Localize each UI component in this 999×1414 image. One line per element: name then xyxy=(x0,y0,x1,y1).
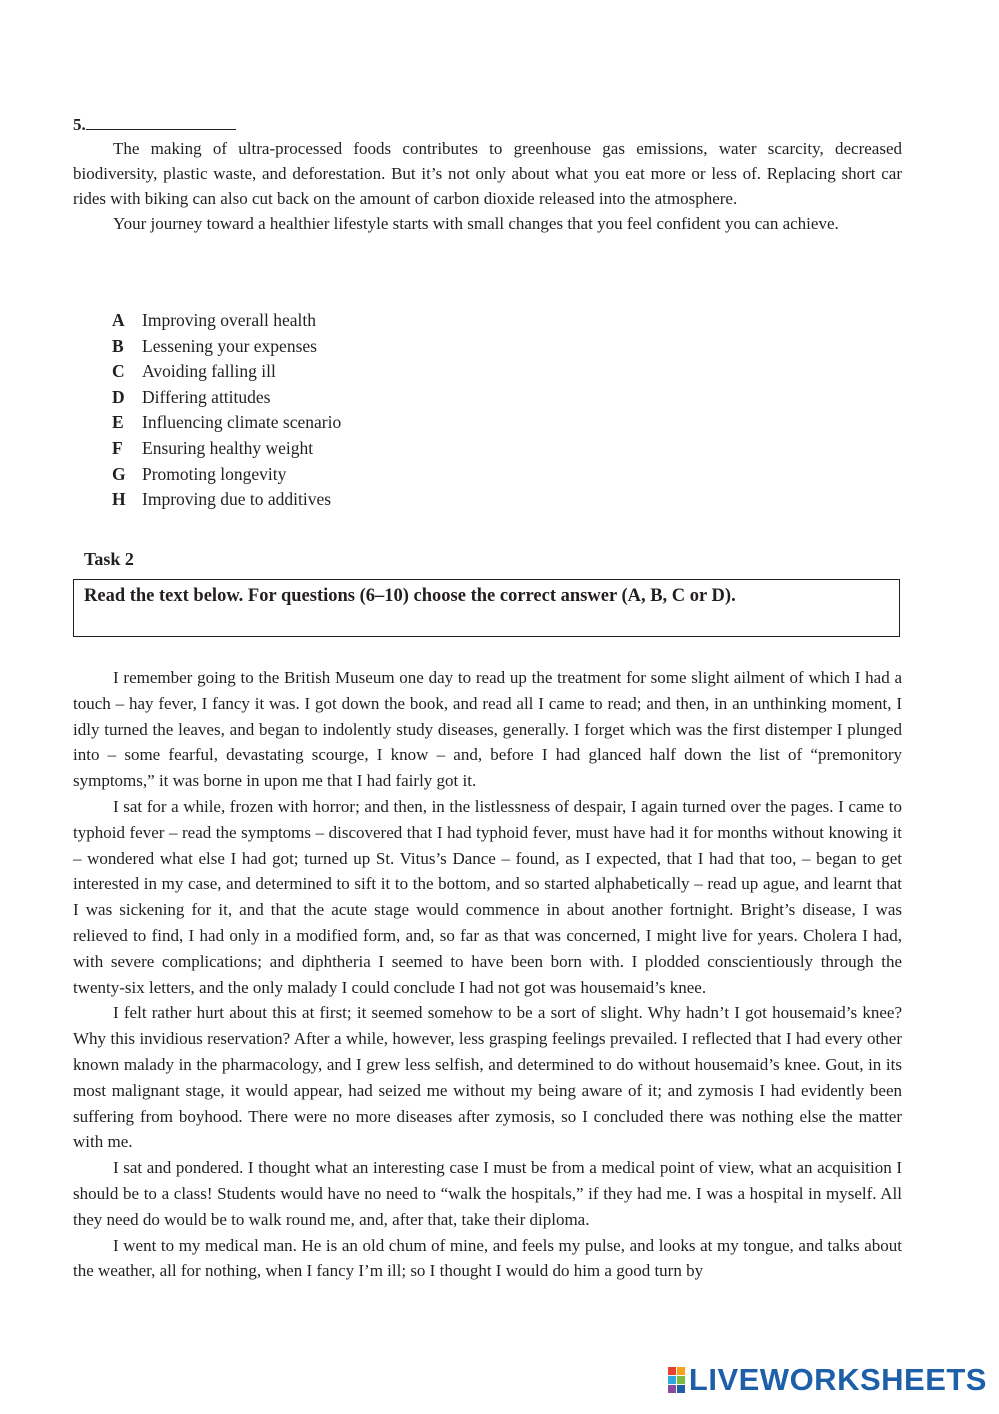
option-text: Ensuring healthy weight xyxy=(142,437,314,458)
logo-square xyxy=(677,1367,685,1375)
option-letter: A xyxy=(112,310,125,330)
logo-square xyxy=(668,1367,676,1375)
logo-mark-icon xyxy=(668,1367,685,1393)
option-letter: G xyxy=(112,463,126,484)
task-title: Task 2 xyxy=(84,549,134,569)
option-letter: C xyxy=(112,361,125,382)
option-text: Differing attitudes xyxy=(142,386,271,407)
option-text: Improving due to additives xyxy=(142,489,332,510)
option-text: Avoiding falling ill xyxy=(142,361,276,382)
logo-square xyxy=(677,1376,685,1384)
logo-square xyxy=(668,1376,676,1384)
option-letter: F xyxy=(112,437,123,458)
option-item xyxy=(112,410,512,436)
task-instruction-box xyxy=(73,579,900,637)
option-item xyxy=(112,462,512,488)
option-letter: D xyxy=(112,386,125,407)
option-item xyxy=(112,334,512,360)
story-paragraph: I remember going to the British Museum one day to read up the treatment for some slight ailment of which I had a touch – hay fever, I fancy it was. I got down the book, and read all I came to read; and then, in an unthinking moment, I idly turned the leaves, and began to indolently study diseases, generally. I forget which was the first distemper I plunged into – some fearful, devastating scourge, I know – and, before I had glanced half down the list of “premonitory symptoms,” it was borne in upon me that I had fairly got it. xyxy=(73,668,902,791)
option-letter: E xyxy=(112,412,124,433)
option-item xyxy=(112,487,512,513)
question-paragraph: Your journey toward a healthier lifestyle starts with small changes that you feel confident you can achieve. xyxy=(113,214,839,233)
option-text: Influencing climate scenario xyxy=(142,412,342,433)
logo-square xyxy=(668,1385,676,1393)
story-paragraph: I went to my medical man. He is an old chum of mine, and feels my pulse, and looks at my tongue, and talks about the weather, all for nothing, when I fancy I’m ill; so I thought I would do him a good turn by xyxy=(73,1235,902,1281)
logo-square xyxy=(677,1385,685,1393)
reading-text xyxy=(73,665,902,1284)
option-text: Improving overall health xyxy=(142,310,316,330)
option-item xyxy=(112,385,512,411)
question-5-section xyxy=(73,112,902,236)
task-instruction: Read the text below. For questions (6–10) choose the correct answer (A, B, C or D). xyxy=(84,586,736,606)
option-item xyxy=(112,308,512,334)
option-item xyxy=(112,359,512,385)
option-text: Promoting longevity xyxy=(142,463,287,484)
story-paragraph: I sat for a while, frozen with horror; and then, in the listlessness of despair, I again turned over the pages. I came to typhoid fever – read the symptoms – discovered that I had typhoid fever, must have had it for months without knowing it – wondered what else I had got; turned up St. Vitus’s Dance – found, as I expected, that I had that too, – began to get interested in my case, and determined to sift it to the bottom, and so started alphabetically – read up ague, and learnt that I was sickening for it, and that the acute stage would commence in about another fortnight. Bright’s disease, I was relieved to find, I had only in a modified form, and, so far as that was concerned, I might live for years. Cholera I had, with severe complications; and diphtheria I seemed to have been born with. I plodded conscientiously through the twenty-six letters, and the only malady I could conclude I had not got was housemaid’s knee. xyxy=(73,796,902,997)
option-item xyxy=(112,436,512,462)
answer-blank[interactable] xyxy=(86,112,236,130)
heading-options-list xyxy=(112,308,512,513)
question-number-line xyxy=(73,112,902,136)
story-paragraph: I felt rather hurt about this at first; it seemed somehow to be a sort of slight. Why hadn’t I got housemaid’s knee? Why this invidious reservation? After a while, however, less grasping feelings prevailed. I reflected that I had every other known malady in the pharmacology, and I grew less selfish, and determined to do without housemaid’s knee. Gout, in its most malignant stage, it would appear, had seized me without my being aware of it; and zymosis I had evidently been suffering from boyhood. There were no more diseases after zymosis, so I concluded there was nothing else the matter with me. xyxy=(73,1003,902,1152)
question-number: 5. xyxy=(73,115,86,134)
option-letter: B xyxy=(112,335,124,356)
option-text: Lessening your expenses xyxy=(142,335,317,356)
liveworksheets-logo[interactable] xyxy=(668,1362,987,1398)
question-paragraph: The making of ultra-processed foods contributes to greenhouse gas emissions, water scarcity, decreased biodiversity, plastic waste, and deforestation. But it’s not only about what you eat more or less of. Replacing short car rides with biking can also cut back on the amount of carbon dioxide released into the atmosphere. xyxy=(73,139,902,208)
option-letter: H xyxy=(112,489,126,510)
logo-text: LIVEWORKSHEETS xyxy=(688,1362,987,1397)
story-paragraph: I sat and pondered. I thought what an interesting case I must be from a medical point of view, what an acquisition I should be to a class! Students would have no need to “walk the hospitals,” if they had me. I was a hospital in myself. All they need do would be to walk round me, and, after that, take their diploma. xyxy=(73,1158,902,1229)
